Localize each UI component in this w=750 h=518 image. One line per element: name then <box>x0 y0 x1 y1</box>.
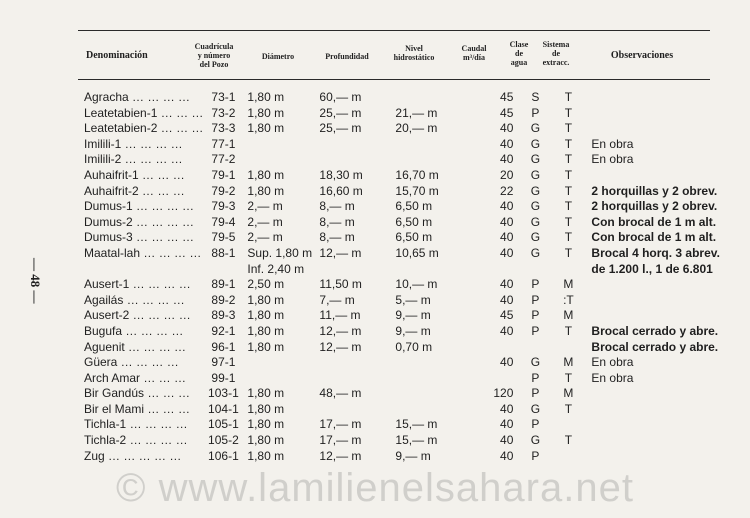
observaciones-cell: En obra <box>591 355 634 370</box>
observaciones-cell: Brocal cerrado y abre. <box>591 339 719 354</box>
clase-cell: P <box>531 370 540 385</box>
cuadricula-cell: 104-1 <box>208 401 239 416</box>
diametro-cell: Sup. 1,80 m <box>247 245 313 260</box>
top-rule <box>78 30 710 31</box>
cuadricula-cell: 106-1 <box>208 448 239 463</box>
diametro-cell: 2,— m <box>247 230 283 245</box>
sistema-cell: T <box>564 121 573 136</box>
profundidad-cell: 17,— m <box>319 417 362 432</box>
clase-cell: G <box>530 199 541 214</box>
nivel-cell: 10,— m <box>395 277 438 292</box>
observaciones-cell: 2 horquillas y 2 obrev. <box>591 183 718 198</box>
caudal-cell: 40 <box>500 214 514 229</box>
clase-cell <box>517 340 553 356</box>
denominacion-cell: Tichla-1 … … … … <box>84 417 188 432</box>
profundidad-cell <box>313 402 387 418</box>
table-row <box>84 417 731 433</box>
profundidad-cell: 7,— m <box>319 292 355 307</box>
profundidad-cell: 11,— m <box>319 308 361 323</box>
sistema-cell: M <box>563 277 574 292</box>
caudal-cell <box>461 371 517 387</box>
table-row <box>84 184 731 200</box>
denominacion-cell: Agracha … … … … <box>84 90 191 104</box>
nivel-cell: 0,70 m <box>395 339 433 354</box>
clase-cell: G <box>530 214 541 229</box>
caudal-cell: 40 <box>500 277 514 292</box>
profundidad-cell: 25,— m <box>319 121 362 136</box>
cuadricula-cell: 79-3 <box>211 199 236 214</box>
denominacion-cell: Maatal-lah … … … … <box>84 245 202 260</box>
observaciones-cell: Con brocal de 1 m alt. <box>591 230 717 245</box>
observaciones-cell <box>583 417 731 433</box>
nivel-cell <box>387 262 461 278</box>
profundidad-cell <box>313 152 387 168</box>
table-row <box>84 308 731 324</box>
caudal-cell: 40 <box>500 323 514 338</box>
observaciones-cell: de 1.200 l., 1 de 6.801 <box>591 261 713 276</box>
denominacion-cell: Auhaifrit-1 … … … <box>84 167 185 182</box>
caudal-cell: 40 <box>500 245 514 260</box>
clase-cell: P <box>531 292 540 307</box>
clase-cell: S <box>531 90 540 104</box>
clase-cell: G <box>530 433 541 448</box>
sistema-cell: T <box>564 183 573 198</box>
caudal-cell <box>461 262 517 278</box>
nivel-cell <box>387 386 461 402</box>
denominacion-cell: Aguenit … … … … <box>84 339 187 354</box>
denominacion-cell: Agailás … … … … <box>84 292 185 307</box>
sistema-cell: T <box>564 230 573 245</box>
observaciones-cell <box>583 308 731 324</box>
sistema-cell <box>553 262 583 278</box>
denominacion-cell: Dumus-2 … … … … <box>84 214 195 229</box>
sistema-cell: :T <box>563 292 574 307</box>
caudal-cell: 40 <box>500 199 514 214</box>
nivel-cell: 6,50 m <box>395 199 433 214</box>
profundidad-cell <box>313 355 387 371</box>
cuadricula-cell: 73-2 <box>211 105 236 120</box>
table-row <box>84 402 731 418</box>
observaciones-cell <box>583 386 731 402</box>
nivel-cell: 9,— m <box>395 448 431 463</box>
profundidad-cell: 8,— m <box>319 230 355 245</box>
nivel-cell: 15,— m <box>395 433 438 448</box>
header-profundidad: Profundidad <box>325 52 369 61</box>
cuadricula-cell: 77-1 <box>211 136 236 151</box>
denominacion-cell: Auhaifrit-2 … … … <box>84 183 185 198</box>
sistema-cell: T <box>564 152 573 167</box>
clase-cell: G <box>530 230 541 245</box>
observaciones-cell: En obra <box>591 136 634 151</box>
sistema-cell: T <box>564 433 573 448</box>
caudal-cell: 40 <box>500 401 514 416</box>
sistema-cell <box>553 417 583 433</box>
nivel-cell <box>387 355 461 371</box>
denominacion-cell: Güera … … … … <box>84 355 179 370</box>
diametro-cell <box>243 152 313 168</box>
nivel-cell: 6,50 m <box>395 214 433 229</box>
table-row <box>84 355 731 371</box>
cuadricula-cell: 96-1 <box>211 339 236 354</box>
nivel-cell: 15,70 m <box>395 183 439 198</box>
caudal-cell: 40 <box>500 136 514 151</box>
nivel-cell: 16,70 m <box>395 167 439 182</box>
observaciones-cell <box>583 90 731 106</box>
diametro-cell: 1,80 m <box>247 386 285 401</box>
sistema-cell: T <box>564 214 573 229</box>
table-row <box>84 246 731 262</box>
diametro-cell: 1,80 m <box>247 167 285 182</box>
cuadricula-cell: 79-5 <box>211 230 236 245</box>
diametro-cell: 1,80 m <box>247 90 285 104</box>
observaciones-cell: Con brocal de 1 m alt. <box>591 214 717 229</box>
profundidad-cell: 25,— m <box>319 105 362 120</box>
sistema-cell: T <box>564 199 573 214</box>
header-diametro: Diámetro <box>261 52 295 61</box>
cuadricula-cell: 97-1 <box>211 355 236 370</box>
observaciones-cell: Brocal 4 horq. 3 abrev. <box>591 245 720 260</box>
table-row <box>84 433 731 449</box>
diametro-cell: 1,80 m <box>247 433 285 448</box>
nivel-cell <box>387 152 461 168</box>
profundidad-cell: 48,— m <box>319 386 362 401</box>
denominacion-cell: Dumus-1 … … … … <box>84 199 195 214</box>
diametro-cell: 2,— m <box>247 214 283 229</box>
denominacion-cell: Leatetabien-1 … … … <box>84 105 204 120</box>
caudal-cell: 40 <box>500 292 514 307</box>
cuadricula-cell: 79-1 <box>211 167 236 182</box>
denominacion-cell: Dumus-3 … … … … <box>84 230 195 245</box>
caudal-cell: 40 <box>500 230 514 245</box>
nivel-cell <box>387 137 461 153</box>
cuadricula-cell: 88-1 <box>211 245 236 260</box>
nivel-cell <box>387 402 461 418</box>
table-row <box>84 106 731 122</box>
sistema-cell: T <box>564 167 573 182</box>
caudal-cell: 40 <box>500 448 514 463</box>
sistema-cell: M <box>563 355 574 370</box>
cuadricula-cell: 103-1 <box>208 386 239 401</box>
clase-cell: G <box>530 136 541 151</box>
diametro-cell: 1,80 m <box>247 448 285 463</box>
header-observaciones: Observaciones <box>610 50 674 61</box>
clase-cell: G <box>530 167 541 182</box>
cuadricula-cell: 89-3 <box>211 308 236 323</box>
nivel-cell <box>387 371 461 387</box>
diametro-cell: Inf. 2,40 m <box>247 261 305 276</box>
denominacion-cell: Ausert-2 … … … … <box>84 308 191 323</box>
nivel-cell: 21,— m <box>395 105 438 120</box>
caudal-cell: 45 <box>500 105 514 120</box>
header-clase: Clase de agua <box>509 40 529 67</box>
header-cuadricula: Cuadrícula y número del Pozo <box>194 42 234 69</box>
denominacion-cell: Ausert-1 … … … … <box>84 277 191 292</box>
profundidad-cell <box>313 371 387 387</box>
caudal-cell: 40 <box>500 121 514 136</box>
profundidad-cell: 8,— m <box>319 199 355 214</box>
observaciones-cell <box>583 106 731 122</box>
table-row <box>84 371 731 387</box>
cuadricula-cell: 73-3 <box>211 121 236 136</box>
cuadricula-cell: 89-2 <box>211 292 236 307</box>
profundidad-cell: 16,60 m <box>319 183 363 198</box>
nivel-cell: 15,— m <box>395 417 438 432</box>
sistema-cell: T <box>564 245 573 260</box>
observaciones-cell <box>583 433 731 449</box>
watermark: © www.lamilienelsahara.net <box>116 466 634 510</box>
clase-cell: P <box>531 323 540 338</box>
caudal-cell: 40 <box>500 152 514 167</box>
table-row <box>84 230 731 246</box>
cuadricula-cell: 89-1 <box>211 277 236 292</box>
table-row <box>84 90 731 106</box>
profundidad-cell: 18,30 m <box>319 167 363 182</box>
denominacion-cell: Arch Amar … … … <box>84 370 187 385</box>
clase-cell <box>517 262 553 278</box>
table-row <box>84 215 731 231</box>
profundidad-cell <box>313 137 387 153</box>
caudal-cell: 40 <box>500 355 514 370</box>
diametro-cell: 1,80 m <box>247 323 285 338</box>
wells-table <box>84 90 731 464</box>
diametro-cell: 1,80 m <box>247 401 285 416</box>
sistema-cell: M <box>563 308 574 323</box>
sistema-cell: T <box>564 136 573 151</box>
nivel-cell: 6,50 m <box>395 230 433 245</box>
header-denominacion: Denominación <box>86 50 148 61</box>
cuadricula-cell: 73-1 <box>211 90 236 104</box>
diametro-cell: 2,50 m <box>247 277 285 292</box>
cuadricula-cell: 79-2 <box>211 183 236 198</box>
cuadricula-cell: 105-1 <box>208 417 239 432</box>
clase-cell: G <box>530 152 541 167</box>
sistema-cell <box>553 340 583 356</box>
table-row <box>84 199 731 215</box>
table-row <box>84 293 731 309</box>
observaciones-cell <box>583 277 731 293</box>
nivel-cell <box>387 90 461 106</box>
wells-table-body <box>84 90 731 464</box>
denominacion-cell: Imilili-2 … … … … <box>84 152 183 167</box>
denominacion-cell: Tichla-2 … … … … <box>84 433 188 448</box>
denominacion-cell: Zug … … … … … <box>84 448 182 463</box>
table-row <box>84 386 731 402</box>
caudal-cell <box>461 340 517 356</box>
clase-cell: P <box>531 386 540 401</box>
observaciones-cell: 2 horquillas y 2 obrev. <box>591 199 718 214</box>
profundidad-cell: 17,— m <box>319 433 362 448</box>
diametro-cell: 1,80 m <box>247 339 285 354</box>
diametro-cell: 1,80 m <box>247 292 285 307</box>
table-row <box>84 277 731 293</box>
diametro-cell: 1,80 m <box>247 105 285 120</box>
caudal-cell: 20 <box>500 167 514 182</box>
clase-cell: G <box>530 183 541 198</box>
table-row <box>84 121 731 137</box>
clase-cell: G <box>530 355 541 370</box>
nivel-cell: 10,65 m <box>395 245 439 260</box>
caudal-cell: 40 <box>500 417 514 432</box>
table-row <box>84 324 731 340</box>
diametro-cell: 1,80 m <box>247 308 285 323</box>
header-caudal: Caudal m³/día <box>461 44 487 62</box>
denominacion-cell: Imilili-1 … … … … <box>84 136 183 151</box>
clase-cell: P <box>531 448 540 463</box>
caudal-cell: 45 <box>500 90 514 104</box>
diametro-cell <box>243 137 313 153</box>
profundidad-cell: 11,50 m <box>319 277 362 292</box>
header-nivel: Nivel hidrostático <box>393 44 435 62</box>
clase-cell: G <box>530 121 541 136</box>
clase-cell: G <box>530 245 541 260</box>
profundidad-cell <box>313 262 387 278</box>
clase-cell: G <box>530 401 541 416</box>
header-rule <box>78 79 710 80</box>
diametro-cell <box>243 355 313 371</box>
table-row <box>84 168 731 184</box>
observaciones-cell: Brocal cerrado y abre. <box>591 323 719 338</box>
profundidad-cell: 12,— m <box>319 339 362 354</box>
caudal-cell: 120 <box>493 386 514 401</box>
observaciones-cell: En obra <box>591 152 634 167</box>
diametro-cell: 1,80 m <box>247 121 285 136</box>
sistema-cell: T <box>564 370 573 385</box>
cuadricula-cell <box>203 262 243 278</box>
caudal-cell: 22 <box>500 183 514 198</box>
denominacion-cell: Bir el Mami … … … <box>84 401 191 416</box>
diametro-cell: 1,80 m <box>247 417 285 432</box>
profundidad-cell: 12,— m <box>319 448 362 463</box>
observaciones-cell <box>583 293 731 309</box>
cuadricula-cell: 79-4 <box>211 214 236 229</box>
clase-cell: P <box>531 308 540 323</box>
sistema-cell: T <box>564 90 573 104</box>
diametro-cell: 1,80 m <box>247 183 285 198</box>
table-row <box>84 152 731 168</box>
side-page-number: — 48 — <box>28 258 43 304</box>
diametro-cell <box>243 371 313 387</box>
profundidad-cell: 60,— m <box>319 90 362 104</box>
table-row <box>84 340 731 356</box>
denominacion-cell: Leatetabien-2 … … … <box>84 121 204 136</box>
cuadricula-cell: 105-2 <box>208 433 239 448</box>
table-row <box>84 137 731 153</box>
profundidad-cell: 12,— m <box>319 323 362 338</box>
caudal-cell: 40 <box>500 433 514 448</box>
caudal-cell: 45 <box>500 308 514 323</box>
profundidad-cell: 12,— m <box>319 245 362 260</box>
sistema-cell: T <box>564 105 573 120</box>
nivel-cell: 9,— m <box>395 323 431 338</box>
profundidad-cell: 8,— m <box>319 214 355 229</box>
clase-cell: P <box>531 417 540 432</box>
header-sistema: Sistema de extracc. <box>542 40 570 67</box>
denominacion-cell <box>84 262 203 278</box>
denominacion-cell: Bir Gandús … … … <box>84 386 191 401</box>
clase-cell: P <box>531 105 540 120</box>
sistema-cell: T <box>564 323 573 338</box>
nivel-cell: 20,— m <box>395 121 438 136</box>
clase-cell: P <box>531 277 540 292</box>
diametro-cell: 2,— m <box>247 199 283 214</box>
observaciones-cell <box>583 121 731 137</box>
cuadricula-cell: 99-1 <box>211 370 236 385</box>
observaciones-cell <box>583 168 731 184</box>
table-row <box>84 262 731 278</box>
sistema-cell: M <box>563 386 574 401</box>
nivel-cell: 5,— m <box>395 292 431 307</box>
observaciones-cell <box>583 402 731 418</box>
denominacion-cell: Bugufa … … … … <box>84 323 184 338</box>
cuadricula-cell: 92-1 <box>211 323 236 338</box>
sistema-cell: T <box>564 401 573 416</box>
observaciones-cell: En obra <box>591 370 634 385</box>
cuadricula-cell: 77-2 <box>211 152 236 167</box>
nivel-cell: 9,— m <box>395 308 431 323</box>
